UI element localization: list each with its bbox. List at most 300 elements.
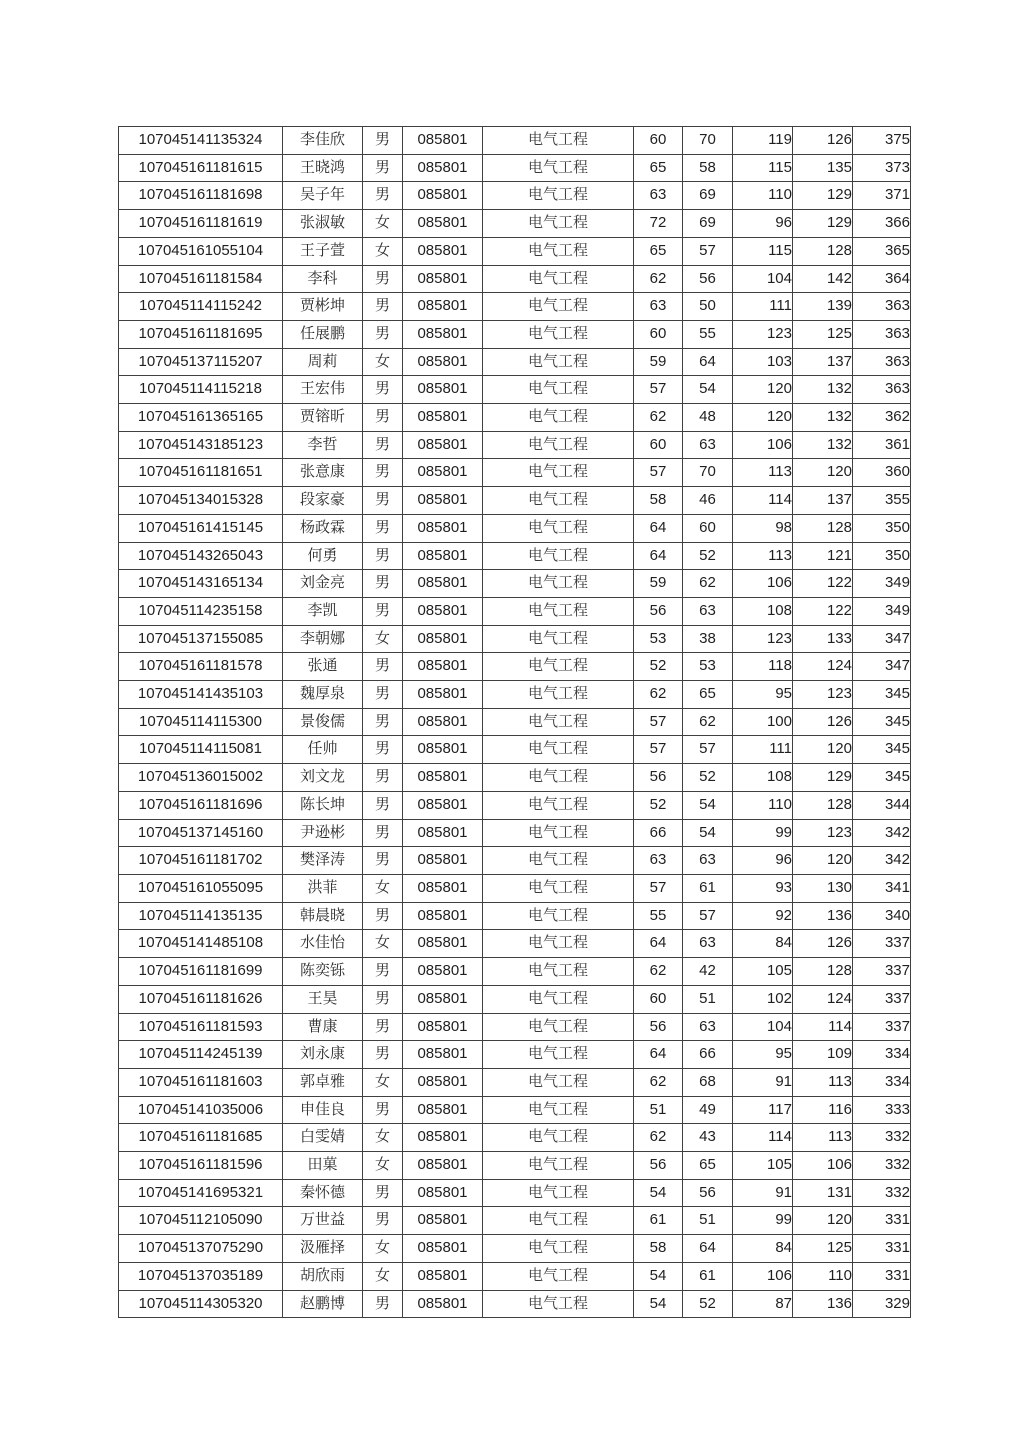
candidate-gender: 男 xyxy=(363,570,403,598)
candidate-id: 107045161181685 xyxy=(119,1124,283,1152)
table-row xyxy=(119,819,911,847)
major-name: 电气工程 xyxy=(483,1262,634,1290)
score-total: 364 xyxy=(853,265,911,293)
table-row xyxy=(119,736,911,764)
score-4: 126 xyxy=(793,127,853,155)
score-3: 106 xyxy=(733,570,793,598)
score-2: 65 xyxy=(683,681,733,709)
major-name: 电气工程 xyxy=(483,570,634,598)
score-4: 128 xyxy=(793,791,853,819)
major-name: 电气工程 xyxy=(483,1207,634,1235)
score-2: 43 xyxy=(683,1124,733,1152)
score-2: 57 xyxy=(683,902,733,930)
score-4: 123 xyxy=(793,681,853,709)
score-1: 52 xyxy=(634,791,683,819)
major-name: 电气工程 xyxy=(483,1068,634,1096)
score-3: 103 xyxy=(733,348,793,376)
table-row xyxy=(119,320,911,348)
score-3: 95 xyxy=(733,681,793,709)
table-row xyxy=(119,874,911,902)
candidate-id: 107045137035189 xyxy=(119,1262,283,1290)
candidate-id: 107045161055095 xyxy=(119,874,283,902)
score-3: 113 xyxy=(733,459,793,487)
score-total: 332 xyxy=(853,1152,911,1180)
candidate-gender: 男 xyxy=(363,1290,403,1318)
score-2: 60 xyxy=(683,514,733,542)
score-2: 54 xyxy=(683,791,733,819)
score-2: 69 xyxy=(683,210,733,238)
score-1: 63 xyxy=(634,182,683,210)
table-row xyxy=(119,653,911,681)
score-1: 54 xyxy=(634,1262,683,1290)
score-1: 57 xyxy=(634,376,683,404)
candidate-gender: 男 xyxy=(363,431,403,459)
score-1: 56 xyxy=(634,764,683,792)
candidate-name: 曹康 xyxy=(283,1013,363,1041)
major-name: 电气工程 xyxy=(483,764,634,792)
score-total: 332 xyxy=(853,1179,911,1207)
candidate-id: 107045161181593 xyxy=(119,1013,283,1041)
major-name: 电气工程 xyxy=(483,265,634,293)
candidate-name: 李凯 xyxy=(283,597,363,625)
score-2: 54 xyxy=(683,376,733,404)
table-row xyxy=(119,1207,911,1235)
candidate-id: 107045141035006 xyxy=(119,1096,283,1124)
score-4: 113 xyxy=(793,1068,853,1096)
score-4: 132 xyxy=(793,431,853,459)
candidate-id: 107045114115242 xyxy=(119,293,283,321)
score-1: 57 xyxy=(634,874,683,902)
candidate-id: 107045143265043 xyxy=(119,542,283,570)
score-total: 355 xyxy=(853,487,911,515)
candidate-gender: 女 xyxy=(363,237,403,265)
candidate-gender: 男 xyxy=(363,265,403,293)
table-row xyxy=(119,1013,911,1041)
score-1: 59 xyxy=(634,348,683,376)
table-row xyxy=(119,625,911,653)
candidate-id: 107045114115081 xyxy=(119,736,283,764)
major-code: 085801 xyxy=(403,597,483,625)
score-total: 360 xyxy=(853,459,911,487)
candidate-gender: 男 xyxy=(363,154,403,182)
major-name: 电气工程 xyxy=(483,1179,634,1207)
candidate-name: 何勇 xyxy=(283,542,363,570)
candidate-gender: 男 xyxy=(363,1207,403,1235)
major-name: 电气工程 xyxy=(483,902,634,930)
score-4: 132 xyxy=(793,376,853,404)
candidate-id: 107045161181578 xyxy=(119,653,283,681)
score-2: 42 xyxy=(683,958,733,986)
major-name: 电气工程 xyxy=(483,1041,634,1069)
candidate-id: 107045161181626 xyxy=(119,985,283,1013)
table-row xyxy=(119,404,911,432)
candidate-gender: 男 xyxy=(363,819,403,847)
score-3: 123 xyxy=(733,625,793,653)
score-3: 87 xyxy=(733,1290,793,1318)
score-3: 106 xyxy=(733,1262,793,1290)
candidate-gender: 女 xyxy=(363,1235,403,1263)
major-name: 电气工程 xyxy=(483,293,634,321)
score-2: 53 xyxy=(683,653,733,681)
score-2: 49 xyxy=(683,1096,733,1124)
major-code: 085801 xyxy=(403,681,483,709)
score-3: 111 xyxy=(733,293,793,321)
major-name: 电气工程 xyxy=(483,154,634,182)
score-1: 60 xyxy=(634,985,683,1013)
major-name: 电气工程 xyxy=(483,653,634,681)
table-row xyxy=(119,182,911,210)
score-total: 334 xyxy=(853,1068,911,1096)
major-name: 电气工程 xyxy=(483,708,634,736)
table-row xyxy=(119,597,911,625)
table-row xyxy=(119,1068,911,1096)
score-2: 70 xyxy=(683,459,733,487)
major-code: 085801 xyxy=(403,736,483,764)
score-2: 63 xyxy=(683,930,733,958)
score-2: 56 xyxy=(683,1179,733,1207)
score-4: 133 xyxy=(793,625,853,653)
score-2: 48 xyxy=(683,404,733,432)
candidate-id: 107045114305320 xyxy=(119,1290,283,1318)
candidate-name: 水佳怡 xyxy=(283,930,363,958)
score-3: 99 xyxy=(733,1207,793,1235)
score-1: 66 xyxy=(634,819,683,847)
major-code: 085801 xyxy=(403,1207,483,1235)
score-3: 100 xyxy=(733,708,793,736)
score-3: 102 xyxy=(733,985,793,1013)
table-row xyxy=(119,459,911,487)
score-2: 68 xyxy=(683,1068,733,1096)
major-name: 电气工程 xyxy=(483,514,634,542)
major-name: 电气工程 xyxy=(483,958,634,986)
candidate-id: 107045161181702 xyxy=(119,847,283,875)
table-row xyxy=(119,514,911,542)
score-total: 365 xyxy=(853,237,911,265)
score-total: 363 xyxy=(853,320,911,348)
candidate-name: 周莉 xyxy=(283,348,363,376)
candidate-gender: 女 xyxy=(363,874,403,902)
major-code: 085801 xyxy=(403,764,483,792)
score-2: 51 xyxy=(683,1207,733,1235)
score-total: 363 xyxy=(853,376,911,404)
score-total: 337 xyxy=(853,958,911,986)
score-2: 56 xyxy=(683,265,733,293)
score-2: 57 xyxy=(683,237,733,265)
score-4: 128 xyxy=(793,514,853,542)
score-4: 132 xyxy=(793,404,853,432)
score-4: 131 xyxy=(793,1179,853,1207)
table-row xyxy=(119,1235,911,1263)
score-total: 345 xyxy=(853,736,911,764)
major-name: 电气工程 xyxy=(483,431,634,459)
table-row xyxy=(119,237,911,265)
score-4: 128 xyxy=(793,237,853,265)
score-3: 105 xyxy=(733,1152,793,1180)
score-1: 64 xyxy=(634,514,683,542)
score-2: 66 xyxy=(683,1041,733,1069)
score-total: 342 xyxy=(853,847,911,875)
major-code: 085801 xyxy=(403,902,483,930)
major-name: 电气工程 xyxy=(483,847,634,875)
candidate-id: 107045161181696 xyxy=(119,791,283,819)
score-4: 121 xyxy=(793,542,853,570)
major-code: 085801 xyxy=(403,819,483,847)
score-total: 340 xyxy=(853,902,911,930)
score-1: 60 xyxy=(634,127,683,155)
table-row xyxy=(119,764,911,792)
table-row xyxy=(119,1124,911,1152)
score-4: 135 xyxy=(793,154,853,182)
score-1: 59 xyxy=(634,570,683,598)
candidate-id: 107045143165134 xyxy=(119,570,283,598)
score-total: 350 xyxy=(853,514,911,542)
score-total: 363 xyxy=(853,348,911,376)
candidate-name: 王子萱 xyxy=(283,237,363,265)
candidate-gender: 男 xyxy=(363,376,403,404)
candidate-gender: 男 xyxy=(363,985,403,1013)
candidate-name: 刘金亮 xyxy=(283,570,363,598)
score-3: 105 xyxy=(733,958,793,986)
candidate-id: 107045137155085 xyxy=(119,625,283,653)
major-code: 085801 xyxy=(403,985,483,1013)
score-3: 114 xyxy=(733,1124,793,1152)
table-row xyxy=(119,1096,911,1124)
candidate-id: 107045114135135 xyxy=(119,902,283,930)
score-total: 350 xyxy=(853,542,911,570)
score-total: 333 xyxy=(853,1096,911,1124)
table-row xyxy=(119,847,911,875)
candidate-name: 贾彬坤 xyxy=(283,293,363,321)
score-1: 51 xyxy=(634,1096,683,1124)
major-name: 电气工程 xyxy=(483,1235,634,1263)
score-4: 130 xyxy=(793,874,853,902)
candidate-name: 景俊儒 xyxy=(283,708,363,736)
score-3: 96 xyxy=(733,210,793,238)
score-total: 366 xyxy=(853,210,911,238)
table-row xyxy=(119,985,911,1013)
major-code: 085801 xyxy=(403,1068,483,1096)
major-code: 085801 xyxy=(403,1152,483,1180)
candidate-name: 樊泽涛 xyxy=(283,847,363,875)
score-1: 72 xyxy=(634,210,683,238)
score-3: 113 xyxy=(733,542,793,570)
score-1: 63 xyxy=(634,847,683,875)
score-3: 120 xyxy=(733,404,793,432)
score-1: 58 xyxy=(634,487,683,515)
candidate-name: 贾镕昕 xyxy=(283,404,363,432)
major-name: 电气工程 xyxy=(483,542,634,570)
candidate-id: 107045112105090 xyxy=(119,1207,283,1235)
table-row xyxy=(119,681,911,709)
major-name: 电气工程 xyxy=(483,237,634,265)
score-2: 70 xyxy=(683,127,733,155)
score-3: 120 xyxy=(733,376,793,404)
score-total: 332 xyxy=(853,1124,911,1152)
candidate-name: 任展鹏 xyxy=(283,320,363,348)
major-name: 电气工程 xyxy=(483,1013,634,1041)
candidate-gender: 男 xyxy=(363,847,403,875)
score-3: 115 xyxy=(733,154,793,182)
score-4: 113 xyxy=(793,1124,853,1152)
score-4: 124 xyxy=(793,985,853,1013)
score-1: 61 xyxy=(634,1207,683,1235)
candidate-gender: 男 xyxy=(363,182,403,210)
score-3: 117 xyxy=(733,1096,793,1124)
score-4: 129 xyxy=(793,210,853,238)
score-1: 54 xyxy=(634,1179,683,1207)
candidate-gender: 女 xyxy=(363,625,403,653)
score-table xyxy=(118,126,911,1318)
score-4: 124 xyxy=(793,653,853,681)
score-total: 347 xyxy=(853,653,911,681)
major-name: 电气工程 xyxy=(483,625,634,653)
score-2: 57 xyxy=(683,736,733,764)
score-2: 58 xyxy=(683,154,733,182)
score-total: 363 xyxy=(853,293,911,321)
score-1: 54 xyxy=(634,1290,683,1318)
score-total: 345 xyxy=(853,708,911,736)
major-code: 085801 xyxy=(403,182,483,210)
score-1: 60 xyxy=(634,431,683,459)
score-table-body xyxy=(119,127,911,1318)
candidate-name: 万世益 xyxy=(283,1207,363,1235)
table-row xyxy=(119,708,911,736)
table-row xyxy=(119,265,911,293)
major-name: 电气工程 xyxy=(483,1124,634,1152)
score-4: 109 xyxy=(793,1041,853,1069)
candidate-gender: 男 xyxy=(363,764,403,792)
candidate-gender: 女 xyxy=(363,1068,403,1096)
major-code: 085801 xyxy=(403,210,483,238)
score-1: 62 xyxy=(634,681,683,709)
candidate-gender: 男 xyxy=(363,542,403,570)
score-2: 51 xyxy=(683,985,733,1013)
score-1: 57 xyxy=(634,736,683,764)
candidate-name: 陈奕铄 xyxy=(283,958,363,986)
candidate-name: 白雯婧 xyxy=(283,1124,363,1152)
candidate-name: 李朝娜 xyxy=(283,625,363,653)
candidate-name: 魏厚泉 xyxy=(283,681,363,709)
candidate-gender: 男 xyxy=(363,1096,403,1124)
candidate-gender: 男 xyxy=(363,791,403,819)
major-code: 085801 xyxy=(403,348,483,376)
major-name: 电气工程 xyxy=(483,985,634,1013)
score-4: 125 xyxy=(793,1235,853,1263)
major-code: 085801 xyxy=(403,1013,483,1041)
table-row xyxy=(119,1262,911,1290)
major-code: 085801 xyxy=(403,1124,483,1152)
major-code: 085801 xyxy=(403,708,483,736)
major-name: 电气工程 xyxy=(483,487,634,515)
major-code: 085801 xyxy=(403,1041,483,1069)
score-4: 129 xyxy=(793,182,853,210)
score-total: 349 xyxy=(853,597,911,625)
major-name: 电气工程 xyxy=(483,210,634,238)
score-total: 331 xyxy=(853,1207,911,1235)
score-4: 123 xyxy=(793,819,853,847)
score-4: 126 xyxy=(793,708,853,736)
candidate-name: 张意康 xyxy=(283,459,363,487)
score-2: 63 xyxy=(683,597,733,625)
candidate-gender: 女 xyxy=(363,210,403,238)
table-row xyxy=(119,1041,911,1069)
major-name: 电气工程 xyxy=(483,874,634,902)
score-3: 104 xyxy=(733,265,793,293)
candidate-id: 107045141695321 xyxy=(119,1179,283,1207)
score-total: 371 xyxy=(853,182,911,210)
score-3: 119 xyxy=(733,127,793,155)
score-total: 362 xyxy=(853,404,911,432)
score-total: 337 xyxy=(853,930,911,958)
score-3: 106 xyxy=(733,431,793,459)
candidate-name: 王宏伟 xyxy=(283,376,363,404)
score-4: 122 xyxy=(793,597,853,625)
score-3: 111 xyxy=(733,736,793,764)
score-1: 62 xyxy=(634,404,683,432)
score-1: 65 xyxy=(634,154,683,182)
major-code: 085801 xyxy=(403,847,483,875)
score-total: 373 xyxy=(853,154,911,182)
score-2: 63 xyxy=(683,431,733,459)
candidate-id: 107045141435103 xyxy=(119,681,283,709)
table-row xyxy=(119,127,911,155)
score-2: 63 xyxy=(683,847,733,875)
major-code: 085801 xyxy=(403,431,483,459)
major-code: 085801 xyxy=(403,154,483,182)
candidate-name: 秦怀德 xyxy=(283,1179,363,1207)
candidate-name: 李佳欣 xyxy=(283,127,363,155)
candidate-gender: 女 xyxy=(363,348,403,376)
score-1: 62 xyxy=(634,1124,683,1152)
score-3: 95 xyxy=(733,1041,793,1069)
score-2: 62 xyxy=(683,570,733,598)
score-2: 52 xyxy=(683,542,733,570)
major-code: 085801 xyxy=(403,1235,483,1263)
score-3: 84 xyxy=(733,930,793,958)
score-2: 46 xyxy=(683,487,733,515)
score-2: 52 xyxy=(683,764,733,792)
candidate-gender: 男 xyxy=(363,902,403,930)
candidate-gender: 男 xyxy=(363,1013,403,1041)
table-row xyxy=(119,1179,911,1207)
score-3: 108 xyxy=(733,764,793,792)
candidate-name: 李科 xyxy=(283,265,363,293)
score-3: 93 xyxy=(733,874,793,902)
score-3: 118 xyxy=(733,653,793,681)
score-3: 123 xyxy=(733,320,793,348)
table-row xyxy=(119,542,911,570)
candidate-id: 107045114235158 xyxy=(119,597,283,625)
candidate-name: 杨政霖 xyxy=(283,514,363,542)
table-row xyxy=(119,431,911,459)
score-3: 98 xyxy=(733,514,793,542)
score-2: 55 xyxy=(683,320,733,348)
major-code: 085801 xyxy=(403,404,483,432)
score-4: 139 xyxy=(793,293,853,321)
major-code: 085801 xyxy=(403,570,483,598)
score-3: 110 xyxy=(733,791,793,819)
score-1: 56 xyxy=(634,1013,683,1041)
score-3: 91 xyxy=(733,1068,793,1096)
candidate-name: 尹逊彬 xyxy=(283,819,363,847)
candidate-name: 刘永康 xyxy=(283,1041,363,1069)
major-code: 085801 xyxy=(403,487,483,515)
major-name: 电气工程 xyxy=(483,681,634,709)
major-code: 085801 xyxy=(403,1262,483,1290)
score-1: 62 xyxy=(634,265,683,293)
candidate-name: 韩晨晓 xyxy=(283,902,363,930)
score-3: 104 xyxy=(733,1013,793,1041)
